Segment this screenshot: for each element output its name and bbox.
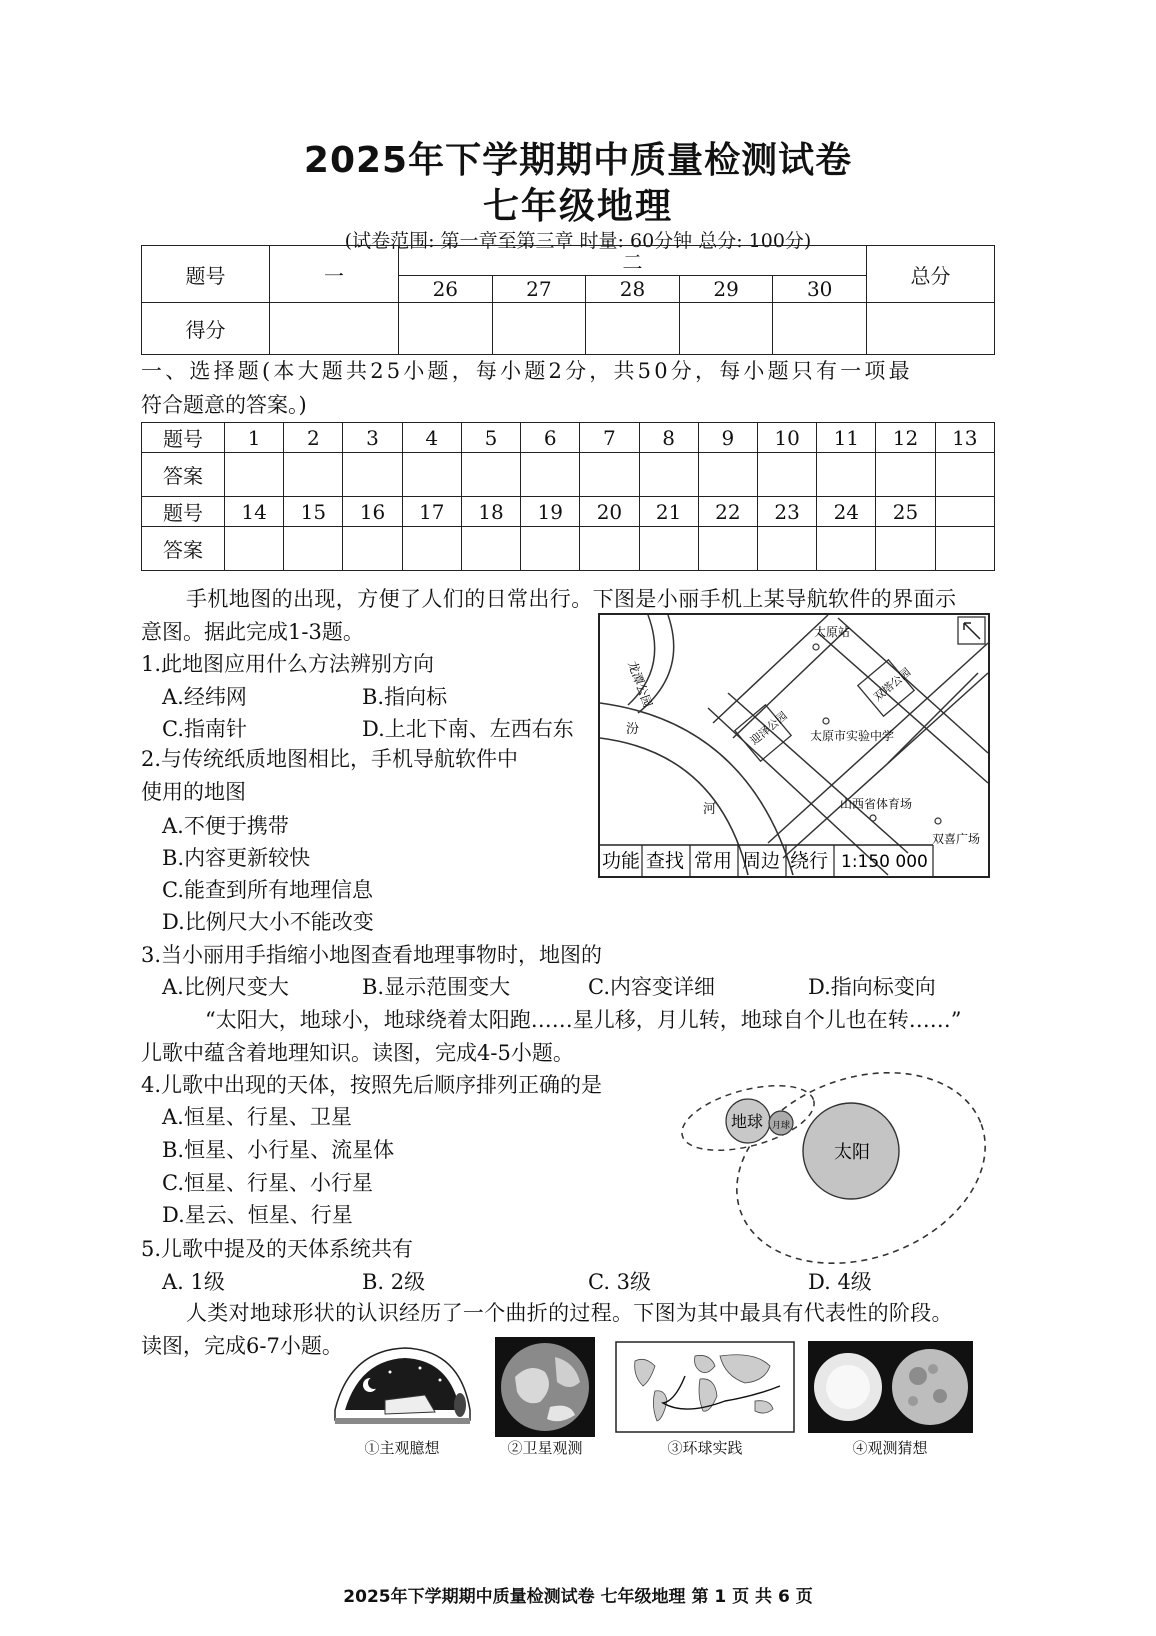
answer-cell[interactable] <box>580 527 639 571</box>
stage4-image <box>808 1341 973 1433</box>
q1-option-a[interactable]: A.经纬网 <box>162 685 247 709</box>
q3-option-a[interactable]: A.比例尺变大 <box>162 975 289 999</box>
q1-option-d[interactable]: D.上北下南、左西右东 <box>362 717 574 741</box>
answer-table-a-label: 答案 <box>142 527 225 571</box>
answer-table-q-number: 8 <box>639 423 698 453</box>
exam-title: 2025年下学期期中质量检测试卷 <box>303 140 853 181</box>
answer-table-q-label: 题号 <box>142 497 225 527</box>
answer-table-q-number <box>935 497 994 527</box>
score-table-q28: 28 <box>586 276 680 303</box>
answer-table-q-number: 12 <box>876 423 935 453</box>
passage3-line1: 人类对地球形状的认识经历了一个曲折的过程。下图为其中最具有代表性的阶段。 <box>186 1301 953 1325</box>
stage2-caption: ②卫星观测 <box>507 1439 583 1457</box>
answer-table-q-number: 25 <box>876 497 935 527</box>
q5-option-d[interactable]: D. 4级 <box>808 1270 872 1294</box>
answer-cell[interactable] <box>284 453 343 497</box>
score-table-part1: 一 <box>270 246 399 303</box>
answer-table-q-number: 16 <box>343 497 402 527</box>
answer-table-q-number: 20 <box>580 497 639 527</box>
answer-table-q-number: 11 <box>817 423 876 453</box>
map-scale: 1:150 000 <box>841 852 928 872</box>
score-cell[interactable] <box>867 303 995 355</box>
answer-table-q-number: 23 <box>757 497 816 527</box>
score-table <box>141 245 995 355</box>
score-cell[interactable] <box>586 303 680 355</box>
q3-option-c[interactable]: C.内容变详细 <box>588 975 715 999</box>
answer-table-q-number: 6 <box>521 423 580 453</box>
answer-cell[interactable] <box>876 527 935 571</box>
answer-table-q-number: 18 <box>461 497 520 527</box>
passage2-line2: 儿歌中蕴含着地理知识。读图，完成4-5小题。 <box>141 1041 574 1065</box>
q4-option-a[interactable]: A.恒星、行星、卫星 <box>162 1105 352 1129</box>
answer-cell[interactable] <box>521 527 580 571</box>
answer-cell[interactable] <box>343 453 402 497</box>
map-toolbar-function[interactable]: 功能 <box>602 850 641 872</box>
answer-table-q-number: 9 <box>698 423 757 453</box>
map-label-park2: 迎泽公园 <box>747 709 790 748</box>
map-label-park3: 双塔公园 <box>871 665 914 704</box>
stage2-image <box>495 1337 595 1437</box>
answer-table-q-number: 15 <box>284 497 343 527</box>
answer-table-q-number: 4 <box>402 423 461 453</box>
answer-table-q-number: 22 <box>698 497 757 527</box>
q3-option-b[interactable]: B.显示范围变大 <box>362 975 511 999</box>
score-table-q27: 27 <box>492 276 586 303</box>
answer-table-q-number: 2 <box>284 423 343 453</box>
score-cell[interactable] <box>679 303 773 355</box>
answer-table-q-number: 24 <box>817 497 876 527</box>
q5-option-c[interactable]: C. 3级 <box>588 1270 652 1294</box>
navigation-map <box>598 613 990 878</box>
q3-option-d[interactable]: D.指向标变向 <box>808 975 936 999</box>
map-toolbar-detour[interactable]: 绕行 <box>790 850 829 872</box>
score-table-total: 总分 <box>867 246 995 303</box>
answer-table-q-number: 1 <box>225 423 284 453</box>
q1-option-c[interactable]: C.指南针 <box>162 717 247 741</box>
map-label-plaza: 双喜广场 <box>932 832 981 846</box>
answer-table-q-number: 7 <box>580 423 639 453</box>
answer-cell[interactable] <box>817 527 876 571</box>
answer-cell[interactable] <box>580 453 639 497</box>
answer-cell[interactable] <box>343 527 402 571</box>
answer-cell[interactable] <box>698 527 757 571</box>
q1-option-b[interactable]: B.指向标 <box>362 685 448 709</box>
map-label-stadium: 山西省体育场 <box>840 797 913 811</box>
answer-cell[interactable] <box>402 527 461 571</box>
q2-stem-2: 使用的地图 <box>141 780 246 804</box>
answer-cell[interactable] <box>935 453 994 497</box>
score-cell[interactable] <box>492 303 586 355</box>
answer-table-q-number: 17 <box>402 497 461 527</box>
answer-cell[interactable] <box>402 453 461 497</box>
answer-table-q-number: 5 <box>461 423 520 453</box>
stage3-image <box>615 1341 795 1433</box>
answer-table-q-number: 10 <box>757 423 816 453</box>
orbit-diagram <box>676 1043 996 1265</box>
orbit-label-sun: 太阳 <box>834 1142 870 1163</box>
answer-cell[interactable] <box>639 527 698 571</box>
score-table-part2: 二 <box>399 246 867 276</box>
answer-cell[interactable] <box>698 453 757 497</box>
section1-heading-1: 一、选择题(本大题共25小题，每小题2分，共50分，每小题只有一项最 <box>141 359 913 383</box>
page-footer: 2025年下学期期中质量检测试卷 七年级地理 第 1 页 共 6 页 <box>343 1587 813 1607</box>
q2-stem-1: 2.与传统纸质地图相比，手机导航软件中 <box>141 747 519 771</box>
answer-table-q-number: 3 <box>343 423 402 453</box>
q4-option-b[interactable]: B.恒星、小行星、流星体 <box>162 1138 395 1162</box>
answer-cell[interactable] <box>757 453 816 497</box>
q4-option-c[interactable]: C.恒星、行星、小行星 <box>162 1171 373 1195</box>
answer-cell[interactable] <box>461 527 520 571</box>
map-toolbar-search[interactable]: 查找 <box>646 850 685 872</box>
answer-table-q-number: 13 <box>935 423 994 453</box>
q2-option-a[interactable]: A.不便于携带 <box>162 814 289 838</box>
answer-table-a-label: 答案 <box>142 453 225 497</box>
q4-stem: 4.儿歌中出现的天体，按照先后顺序排列正确的是 <box>141 1073 603 1097</box>
map-toolbar-common[interactable]: 常用 <box>694 850 733 872</box>
answer-cell[interactable] <box>757 527 816 571</box>
score-cell[interactable] <box>270 303 399 355</box>
stage1-caption: ①主观臆想 <box>364 1439 440 1457</box>
map-label-park1: 龙潭公园 <box>625 659 655 710</box>
q4-option-d[interactable]: D.星云、恒星、行星 <box>162 1203 353 1227</box>
orbit-label-earth: 地球 <box>731 1112 764 1131</box>
q2-option-c[interactable]: C.能查到所有地理信息 <box>162 878 373 902</box>
passage2-line1: “太阳大，地球小，地球绕着太阳跑……星儿移，月儿转，地球自个儿也在转……” <box>205 1008 962 1032</box>
q2-option-d[interactable]: D.比例尺大小不能改变 <box>162 910 374 934</box>
answer-cell[interactable] <box>817 453 876 497</box>
answer-table-q-number: 14 <box>225 497 284 527</box>
orbit-label-moon: 月球 <box>772 1121 791 1131</box>
score-table-q-label: 题号 <box>142 246 270 303</box>
score-cell[interactable] <box>773 303 867 355</box>
exam-info: (试卷范围: 第一章至第三章 时量: 60分钟 总分: 100分) <box>344 230 812 252</box>
answer-cell[interactable] <box>225 453 284 497</box>
score-table-score-label: 得分 <box>142 303 270 355</box>
answer-table <box>141 422 995 571</box>
passage3-line2: 读图，完成6-7小题。 <box>141 1334 343 1358</box>
score-table-q26: 26 <box>399 276 493 303</box>
map-label-river2: 河 <box>703 802 717 817</box>
q5-stem: 5.儿歌中提及的天体系统共有 <box>141 1237 414 1261</box>
score-table-q29: 29 <box>679 276 773 303</box>
stage3-caption: ③环球实践 <box>667 1439 743 1457</box>
answer-cell[interactable] <box>639 453 698 497</box>
score-table-q30: 30 <box>773 276 867 303</box>
answer-cell[interactable] <box>461 453 520 497</box>
map-label-school: 太原市实验中学 <box>810 729 895 743</box>
score-cell[interactable] <box>399 303 493 355</box>
exam-subject: 七年级地理 <box>482 186 673 227</box>
section1-heading-2: 符合题意的答案。) <box>141 393 307 417</box>
answer-table-q-label: 题号 <box>142 423 225 453</box>
q3-stem: 3.当小丽用手指缩小地图查看地理事物时，地图的 <box>141 943 603 967</box>
q2-option-b[interactable]: B.内容更新较快 <box>162 846 311 870</box>
stage4-caption: ④观测猜想 <box>852 1439 928 1457</box>
map-toolbar-nearby[interactable]: 周边 <box>742 850 781 872</box>
answer-cell[interactable] <box>521 453 580 497</box>
answer-table-q-number: 19 <box>521 497 580 527</box>
answer-cell[interactable] <box>935 527 994 571</box>
q1-stem: 1.此地图应用什么方法辨别方向 <box>141 652 435 676</box>
answer-cell[interactable] <box>876 453 935 497</box>
answer-cell[interactable] <box>225 527 284 571</box>
answer-cell[interactable] <box>284 527 343 571</box>
answer-table-q-number: 21 <box>639 497 698 527</box>
passage1-line2: 意图。据此完成1-3题。 <box>141 620 364 644</box>
passage1-line1: 手机地图的出现，方便了人们的日常出行。下图是小丽手机上某导航软件的界面示 <box>186 587 957 611</box>
map-label-station: 太原站 <box>814 625 851 639</box>
q5-option-a[interactable]: A. 1级 <box>162 1270 225 1294</box>
map-label-river1: 汾 <box>626 722 640 737</box>
q5-option-b[interactable]: B. 2级 <box>362 1270 426 1294</box>
stage1-image <box>330 1340 475 1430</box>
